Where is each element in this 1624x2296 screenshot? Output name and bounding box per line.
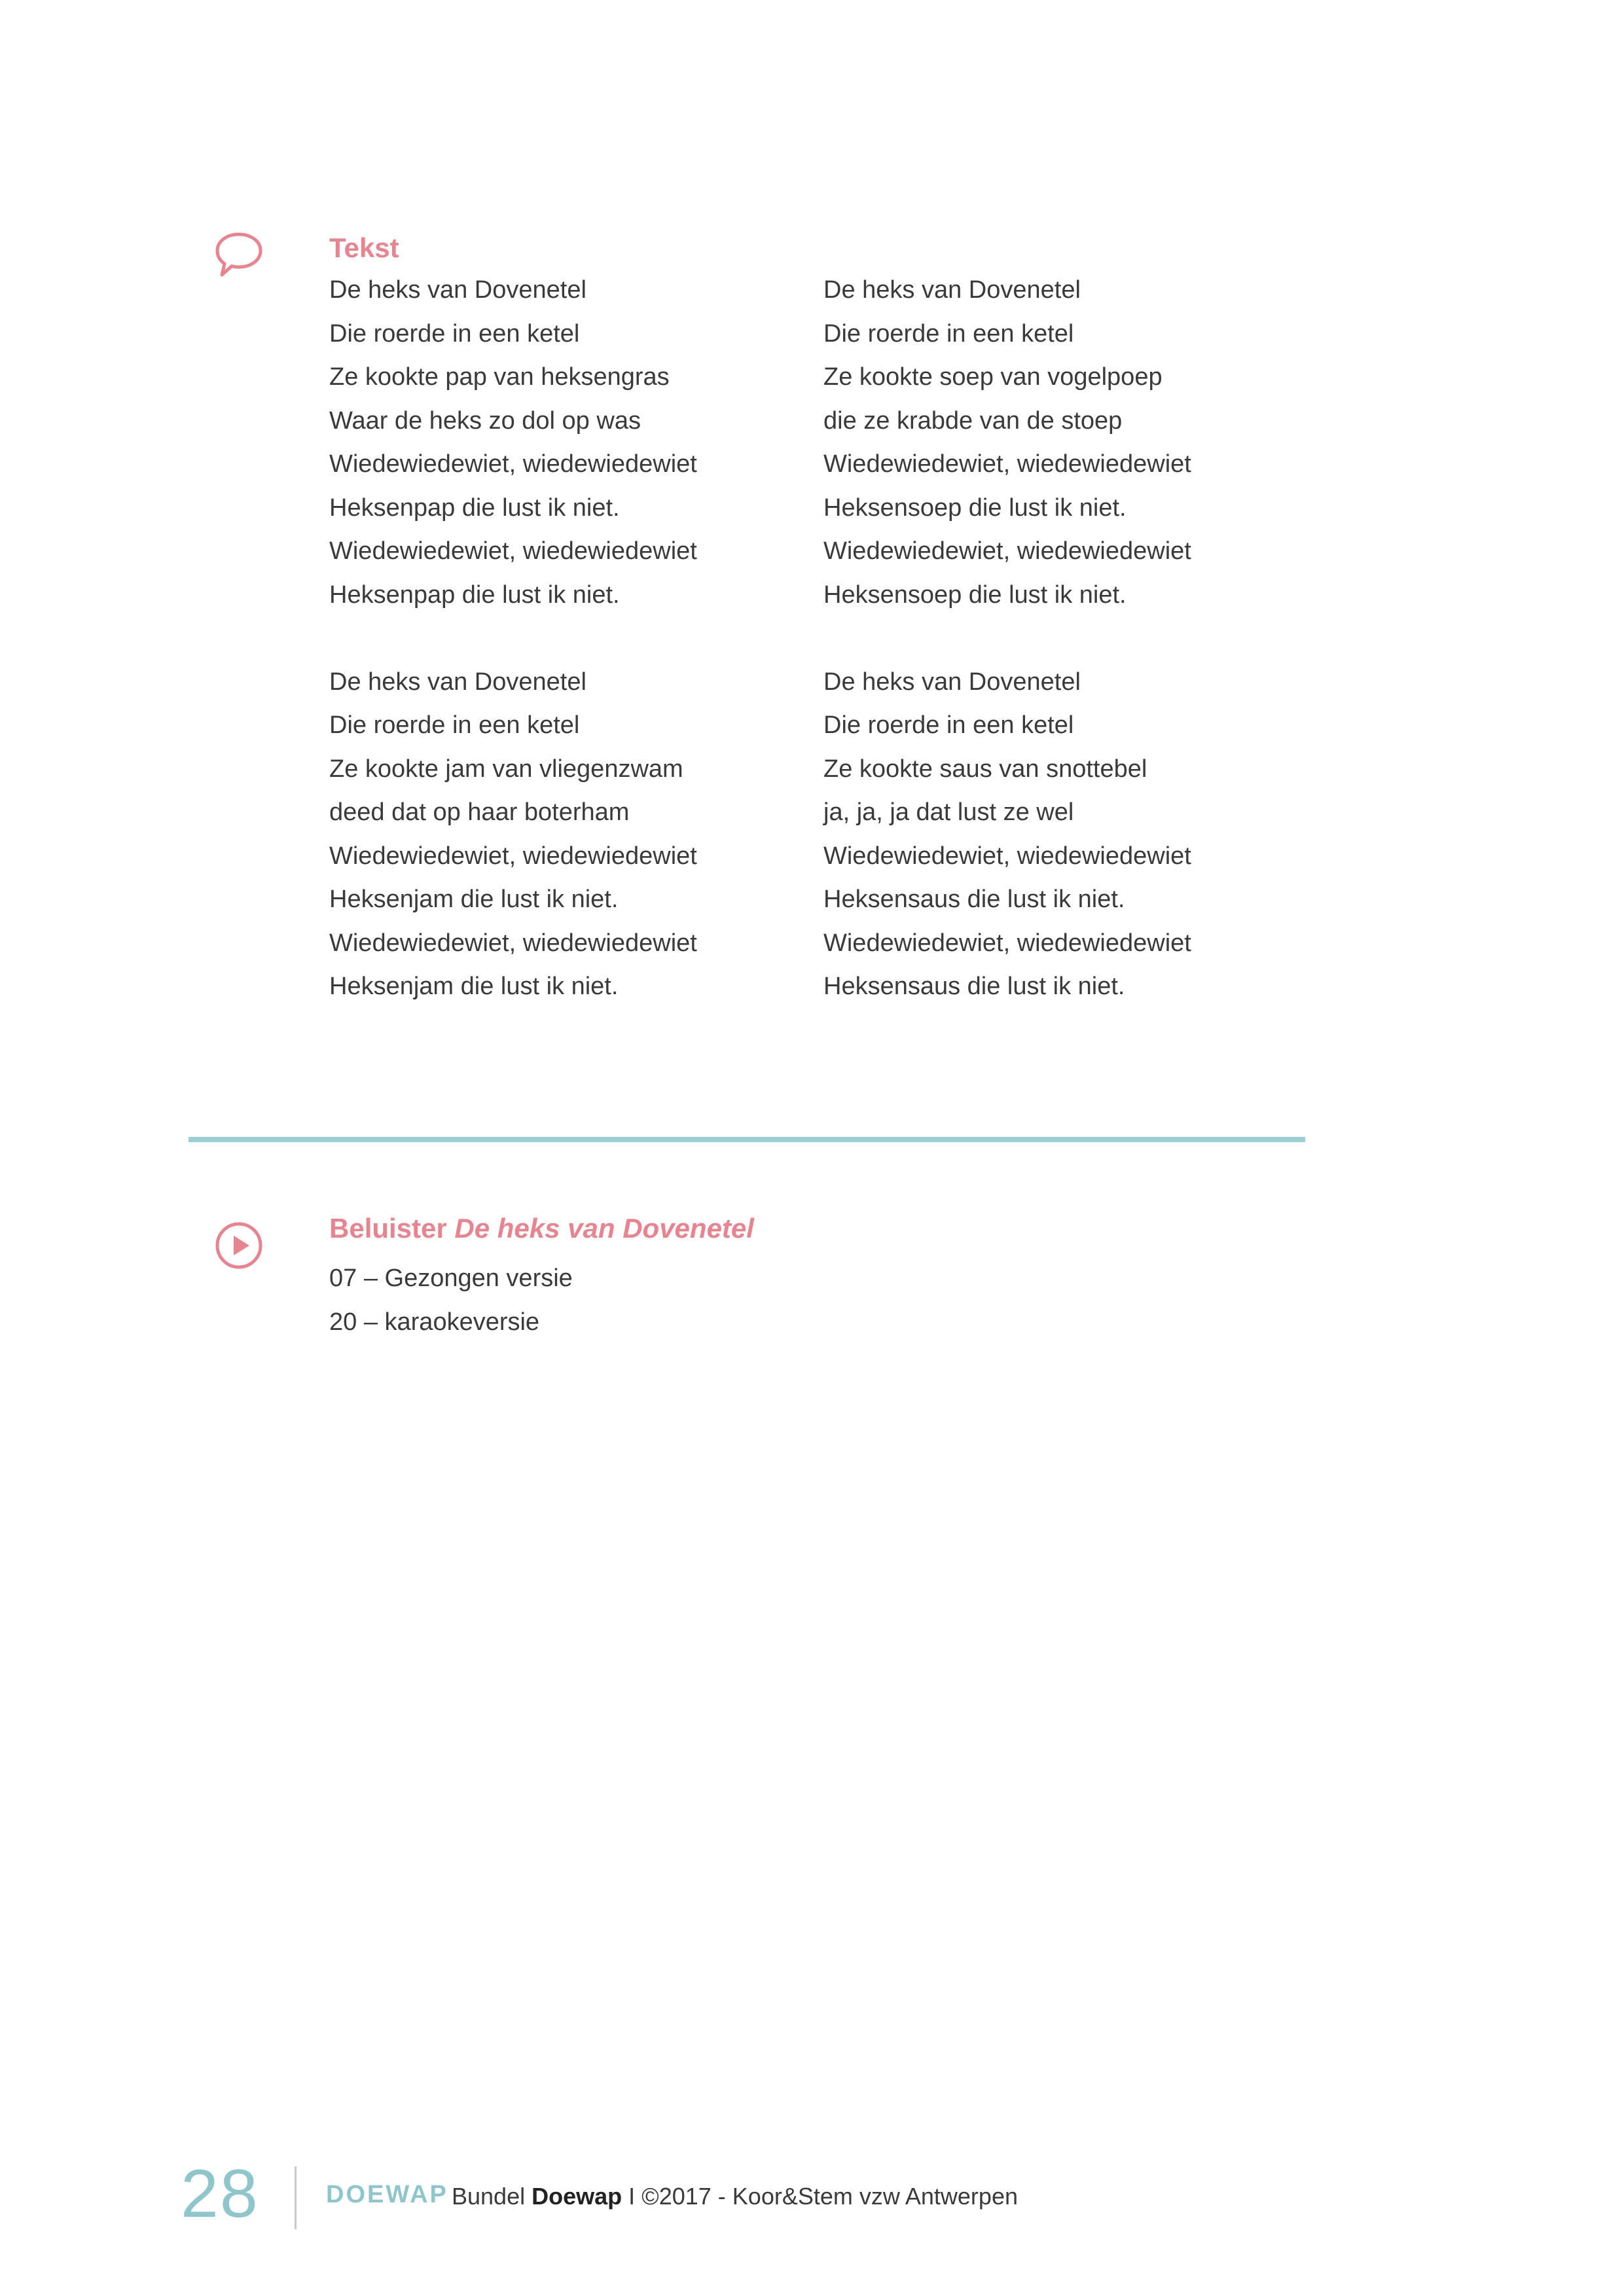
- footer-text-bold: Doewap: [532, 2183, 623, 2210]
- section-divider: [189, 1137, 1305, 1142]
- lyric-line: Wiedewiedewiet, wiedewiedewiet: [823, 842, 1191, 870]
- track-item[interactable]: 20 – karaokeversie: [329, 1308, 540, 1336]
- footer-separator: [295, 2166, 297, 2229]
- lyric-line: Heksensoep die lust ik niet.: [823, 581, 1127, 609]
- lyric-line: De heks van Dovenetel: [823, 668, 1081, 696]
- footer-text-suffix: I ©2017 - Koor&Stem vzw Antwerpen: [628, 2183, 1018, 2210]
- lyric-line: Heksensoep die lust ik niet.: [823, 493, 1127, 522]
- lyric-line: Heksenjam die lust ik niet.: [329, 886, 619, 913]
- lyric-line: Wiedewiedewiet, wiedewiedewiet: [823, 450, 1191, 478]
- section-heading-listen: [329, 1215, 754, 1242]
- lyrics-right-column: [823, 268, 1191, 1009]
- lyric-line: Heksenpap die lust ik niet.: [329, 493, 620, 522]
- track-item[interactable]: 07 – Gezongen versie: [329, 1265, 573, 1292]
- lyric-line: Wiedewiedewiet, wiedewiedewiet: [329, 842, 697, 870]
- lyric-line: Wiedewiedewiet, wiedewiedewiet: [823, 537, 1191, 565]
- lyric-line: Heksenjam die lust ik niet.: [329, 973, 619, 1000]
- lyric-line: Die roerde in een ketel: [823, 711, 1074, 739]
- lyric-line: Waar de heks zo dol op was: [329, 406, 641, 435]
- lyric-line: Wiedewiedewiet, wiedewiedewiet: [329, 450, 697, 478]
- lyric-line: Die roerde in een ketel: [329, 319, 580, 348]
- lyrics-left-column: [329, 268, 697, 1009]
- speech-bubble-icon: [213, 230, 264, 281]
- lyric-line: Ze kookte pap van heksengras: [329, 363, 670, 391]
- lyric-line: Heksenpap die lust ik niet.: [329, 581, 620, 609]
- lyric-line: Wiedewiedewiet, wiedewiedewiet: [329, 929, 697, 957]
- play-circle-icon: [213, 1220, 264, 1271]
- lyric-line: Ze kookte soep van vogelpoep: [823, 363, 1163, 391]
- lyric-line: Die roerde in een ketel: [823, 319, 1074, 348]
- lyric-line: De heks van Dovenetel: [329, 276, 586, 304]
- lyric-line: Heksensaus die lust ik niet.: [823, 973, 1125, 1000]
- lyric-line: Die roerde in een ketel: [329, 711, 580, 739]
- track-list: [329, 1257, 573, 1344]
- footer-text: [452, 2185, 1018, 2208]
- listen-heading-title: De heks van Dovenetel: [454, 1213, 754, 1244]
- lyric-line: Wiedewiedewiet, wiedewiedewiet: [823, 929, 1191, 957]
- lyric-line: Ze kookte jam van vliegenzwam: [329, 755, 683, 783]
- footer-text-prefix: Bundel: [452, 2183, 526, 2210]
- lyric-line: Wiedewiedewiet, wiedewiedewiet: [329, 537, 697, 565]
- left-stanza-1: [329, 268, 697, 617]
- right-stanza-1: [823, 268, 1191, 617]
- listen-heading-prefix: Beluister: [329, 1213, 447, 1244]
- left-stanza-2: [329, 660, 697, 1009]
- lyric-line: De heks van Dovenetel: [329, 668, 586, 696]
- lyric-line: die ze krabde van de stoep: [823, 406, 1123, 435]
- lyric-line: ja, ja, ja dat lust ze wel: [823, 798, 1074, 826]
- lyric-line: Heksensaus die lust ik niet.: [823, 886, 1125, 913]
- page-number: 28: [181, 2156, 259, 2232]
- section-heading-tekst: Tekst: [329, 232, 399, 263]
- doewap-logo: DOEWAP: [326, 2181, 448, 2208]
- lyric-line: deed dat op haar boterham: [329, 798, 630, 826]
- lyric-line: De heks van Dovenetel: [823, 276, 1081, 304]
- lyric-line: Ze kookte saus van snottebel: [823, 755, 1147, 783]
- right-stanza-2: [823, 660, 1191, 1009]
